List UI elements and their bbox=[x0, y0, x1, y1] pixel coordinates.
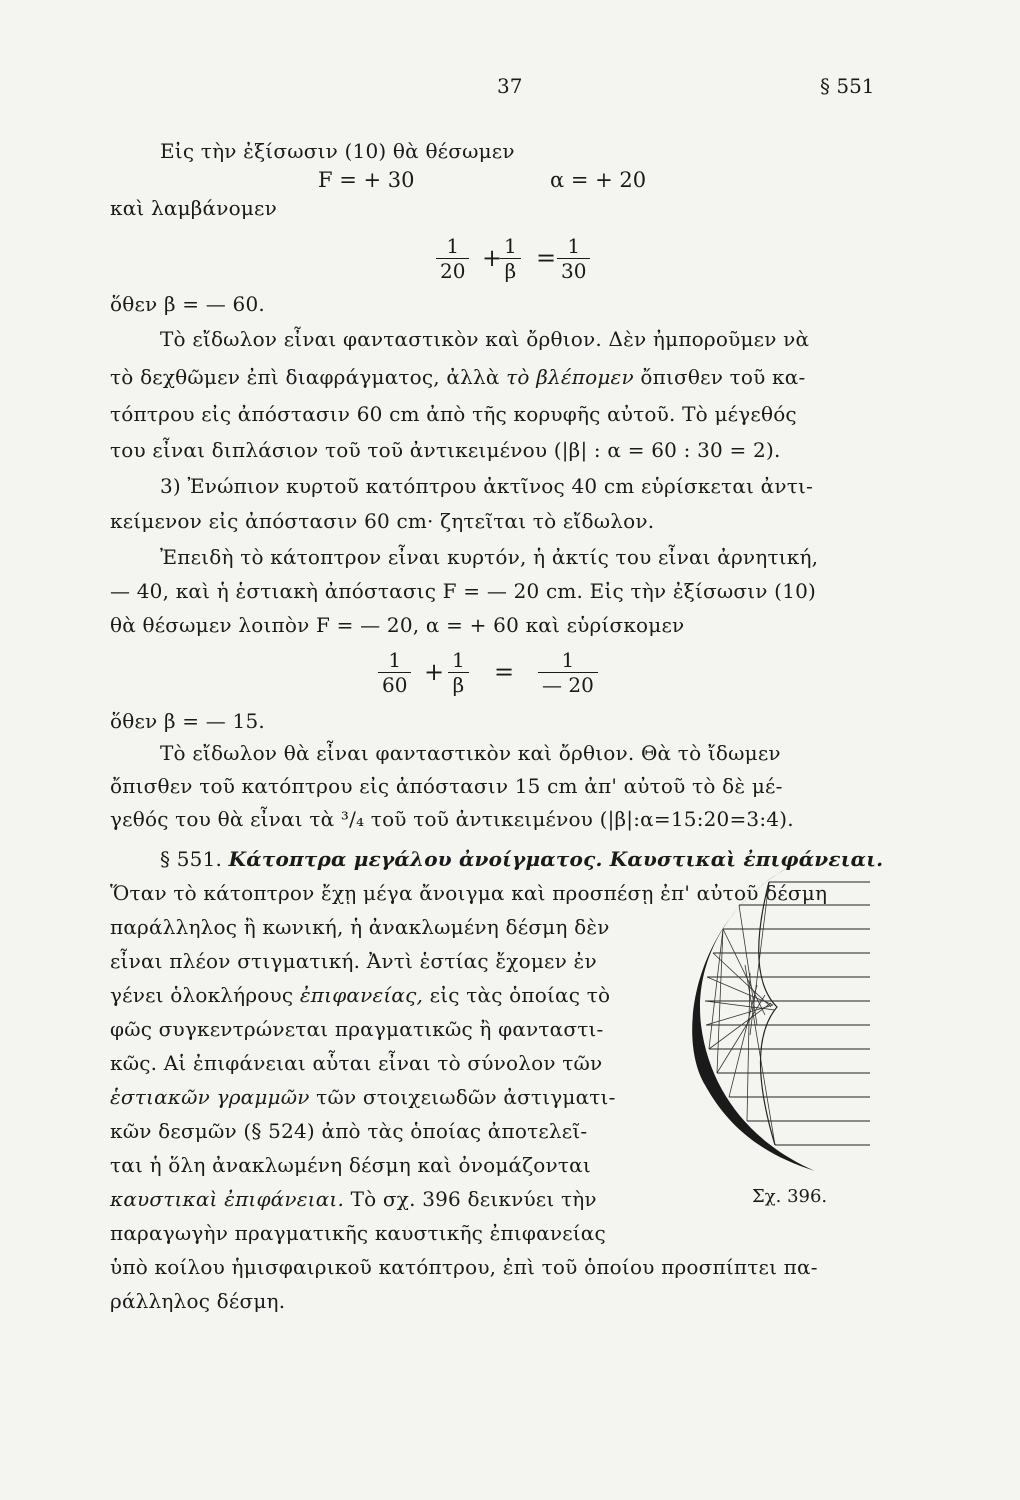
text-line: ὅθεν β = — 15. bbox=[110, 709, 265, 733]
text-line: γεθός του θὰ εἶναι τὰ ³/₄ τοῦ τοῦ ἀντικειμένου (|β|:α=15:20=3:4). bbox=[110, 807, 794, 831]
text-line: — 40, καὶ ἡ ἑστιακὴ ἀπόστασις F = — 20 cm. Εἰς τὴν ἐξίσωσιν (10) bbox=[110, 579, 817, 603]
text-line: τόπτρου εἰς ἀπόστασιν 60 cm ἀπὸ τῆς κορυφῆς αὐτοῦ. Τὸ μέγεθός bbox=[110, 402, 797, 426]
text-line: θὰ θέσωμεν λοιπὸν F = — 20, α = + 60 καὶ εὑρίσκομεν bbox=[110, 613, 685, 637]
text-line: κείμενον εἰς ἀπόστασιν 60 cm· ζητεῖται τὸ εἴδωλον. bbox=[110, 509, 655, 533]
section-heading: § 551. Κάτοπτρα μεγάλου ἀνοίγματος. Καυστικαὶ ἐπιφάνειαι. bbox=[160, 847, 884, 871]
text-line: κῶν δεσμῶν (§ 524) ἀπὸ τὰς ὁποίας ἀποτελεῖ- bbox=[110, 1119, 588, 1143]
equation-alpha: α = + 20 bbox=[550, 168, 647, 192]
text-line: Ἐπειδὴ τὸ κάτοπτρον εἶναι κυρτόν, ἡ ἀκτίς του εἶναι ἀρνητική, bbox=[160, 545, 819, 569]
fraction: $\frac{1}{20}$ bbox=[436, 234, 469, 283]
text-line: καὶ λαμβάνομεν bbox=[110, 196, 277, 220]
text-line: Τὸ εἴδωλον θὰ εἶναι φανταστικὸν καὶ ὄρθιον. Θὰ τὸ ἴδωμεν bbox=[160, 741, 781, 765]
text-line: τὸ δεχθῶμεν ἐπὶ διαφράγματος, ἀλλὰ τὸ βλέπομεν ὄπισθεν τοῦ κα- bbox=[110, 365, 806, 389]
fraction: $\frac{1}{60}$ bbox=[378, 648, 411, 697]
text-line: ται ἡ ὅλη ἀνακλωμένη δέσμη καὶ ὀνομάζονται bbox=[110, 1153, 591, 1177]
caustic-figure bbox=[665, 855, 895, 1180]
text-line: ὅθεν β = — 60. bbox=[110, 292, 265, 316]
text-line: του εἶναι διπλάσιον τοῦ τοῦ ἀντικειμένου (|β| : α = 60 : 30 = 2). bbox=[110, 438, 781, 462]
text-line: ὑπὸ κοίλου ἡμισφαιρικοῦ κατόπτρου, ἐπὶ τοῦ ὁποίου προσπίπτει πα- bbox=[110, 1255, 818, 1279]
plus-sign: + bbox=[424, 658, 445, 686]
equals-sign: = bbox=[494, 658, 515, 686]
plus-sign: + bbox=[482, 244, 503, 272]
text-line: φῶς συγκεντρώνεται πραγματικῶς ἢ φανταστι- bbox=[110, 1017, 604, 1041]
fraction: $\frac{1}{30}$ bbox=[557, 234, 590, 283]
figure-caption: Σχ. 396. bbox=[752, 1186, 828, 1207]
text-line: Τὸ εἴδωλον εἶναι φανταστικὸν καὶ ὄρθιον. Δὲν ἠμποροῦμεν νὰ bbox=[160, 327, 810, 351]
equals-sign: = bbox=[536, 244, 557, 272]
text-line: γένει ὁλοκλήρους ἐπιφανείας, εἰς τὰς ὁποίας τὸ bbox=[110, 983, 611, 1007]
fraction: $\frac{1}{\beta}$ bbox=[448, 648, 469, 697]
equation-F: F = + 30 bbox=[318, 168, 415, 192]
text-line: καυστικαὶ ἐπιφάνειαι. Τὸ σχ. 396 δεικνύει τὴν bbox=[110, 1187, 597, 1211]
text-line: παράλληλος ἢ κωνική, ἡ ἀνακλωμένη δέσμη δὲν bbox=[110, 915, 610, 939]
page-number: 37 bbox=[497, 74, 523, 98]
text-line: Ὅταν τὸ κάτοπτρον ἔχῃ μέγα ἄνοιγμα καὶ προσπέσῃ ἐπ' αὐτοῦ δέσμη bbox=[110, 881, 828, 905]
text-line: παραγωγὴν πραγματικῆς καυστικῆς ἐπιφανείας bbox=[110, 1221, 606, 1245]
text-line: ἑστιακῶν γραμμῶν τῶν στοιχειωδῶν ἀστιγματι- bbox=[110, 1085, 616, 1109]
caustic-curve bbox=[759, 882, 777, 1145]
text-line: κῶς. Αἱ ἐπιφάνειαι αὗται εἶναι τὸ σύνολον τῶν bbox=[110, 1051, 603, 1075]
fraction: $\frac{1}{— 20}$ bbox=[538, 648, 598, 697]
text-line: 3) Ἐνώπιον κυρτοῦ κατόπτρου ἀκτῖνος 40 cm εὑρίσκεται ἀντι- bbox=[160, 474, 813, 498]
text-line: Εἰς τὴν ἐξίσωσιν (10) θὰ θέσωμεν bbox=[160, 139, 515, 163]
text-line: εἶναι πλέον στιγματική. Ἀντὶ ἑστίας ἔχομεν ἐν bbox=[110, 949, 597, 973]
fraction: $\frac{1}{\beta}$ bbox=[500, 234, 521, 283]
running-section: § 551 bbox=[820, 74, 875, 98]
text-line: ράλληλος δέσμη. bbox=[110, 1289, 286, 1313]
text-line: ὄπισθεν τοῦ κατόπτρου εἰς ἀπόστασιν 15 cm ἀπ' αὐτοῦ τὸ δὲ μέ- bbox=[110, 774, 783, 798]
